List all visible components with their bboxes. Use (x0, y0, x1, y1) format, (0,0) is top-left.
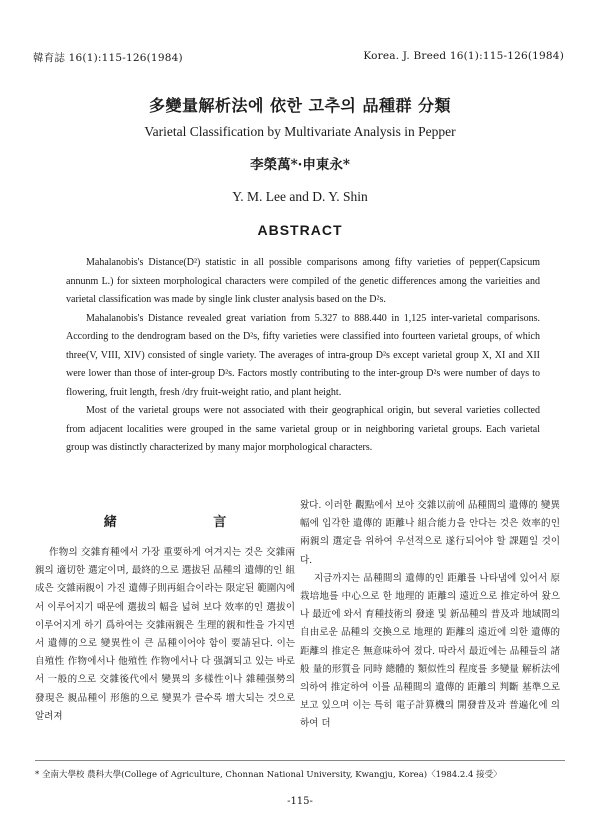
footnote: * 全南大學校 農科大學(College of Agriculture, Chonnan National University, Kwangju, Korea)〈1984.2.4 接受〉 (35, 770, 502, 780)
abstract-heading: ABSTRACT (257, 222, 343, 238)
body-paragraph: 왔다. 이러한 觀點에서 보아 交雜以前에 品種間의 遺傳的 變異幅에 입각한 遺傳的 距離나 組合能力을 안다는 것은 效率的인 兩親의 選定을 위하여 우선적으로 遂行되어야 할 課題일 것이다. (300, 500, 560, 566)
body-paragraph: 作物의 交雜育種에서 가장 重要하게 여겨지는 것은 交雜兩親의 適切한 選定이며, 最終的으로 選拔된 品種의 遺傳的인 組成은 交雜兩親이 가진 遺傳子則再組合이라는 限定된 範圍內에서 이루어지기 때문에 選拔의 幅을 넓혀 보다 效率的인 選拔이 이루어지게 하기 爲하여는 交雜兩親은 生理的親和性을 가지면서 遺傳的으로 變異性이 큰 品種이어야 함이 要請된다. 이는 自殖性 作物에서나 他殖性 作物에서나 다 强調되고 있는 바로서 一般的으로 交雜後代에서 變異의 多樣性이나 雜種强勢의 發現은 親品種이 形態的으로 變異가 클수록 增大되는 것으로 알려져 (35, 547, 295, 722)
title-korean: 多變量解析法에 依한 고추의 品種群 分類 (148, 96, 452, 115)
body-paragraph: 지금까지는 品種間의 遺傳的인 距離를 나타냄에 있어서 原栽培地를 中心으로 한 地理的 距離의 遠近으로 推定하여 왔으나 最近에 와서 育種技術의 發達 및 新品種의 普及과 地域間의 自由로운 品種의 交換으로 地理的 距離의 遠近에 의한 遺傳的 距離의 推定은 無意味하여 졌다. 따라서 最近에는 品種들의 諸般 量的形質을 同時 總體的 類似性의 程度를 多變量 解析法에 의하여 推定하여 이를 品種間의 遺傳的 距離의 判斷 基準으로 보고 있으며 이는 특히 電子計算機의 開發普及과 普遍化에 의하여 더 (300, 572, 560, 730)
section-heading-introduction: 緒 言 (103, 515, 273, 530)
abstract-body (66, 254, 540, 458)
abstract-paragraph: Mahalanobis's Distance revealed great variation from 5.327 to 888.440 in 1,125 inter-varietal comparisons. According to the dendrogram based on the D²s, fifty varieties were classified into fourteen varietal groups, of which three(V, VIII, XIV) consisted of single variety. The averages of intra-group D²s except varietal group X, XI and XII were lower than those of inter-group D²s. Factors mostly contributing to the inter-group D²s were number of days to flowering, fruit length, fresh /dry fruit-weight ratio, and plant height. (66, 312, 540, 398)
abstract-paragraph: Mahalanobis's Distance(D²) statistic in all possible comparisons among fifty varieties of pepper(Capsicum annunm L.) for sixteen morphological characters were compiled of the genetic differences among the varieities and varietal classification was made by single link cluster analysis based on the D²s. (66, 257, 540, 305)
journal-header-left: 韓育誌 16(1):115-126(1984) (33, 52, 183, 64)
authors-korean: 李榮萬*·申東永* (250, 157, 350, 173)
abstract-paragraph: Most of the varietal groups were not associated with their geographical origin, but several varieties collected from adjacent localities were grouped in the same varietal group or in neighboring varietal groups. Each varietal group was distinctly characterized by many major morphological characters. (66, 405, 540, 453)
authors-english: Y. M. Lee and D. Y. Shin (232, 189, 368, 204)
page-number: -115- (287, 796, 313, 807)
right-column (300, 497, 560, 734)
title-english: Varietal Classification by Multivariate Analysis in Pepper (144, 124, 456, 139)
left-column (35, 544, 295, 726)
footnote-divider (35, 760, 565, 761)
journal-header-right: Korea. J. Breed 16(1):115-126(1984) (363, 50, 564, 62)
